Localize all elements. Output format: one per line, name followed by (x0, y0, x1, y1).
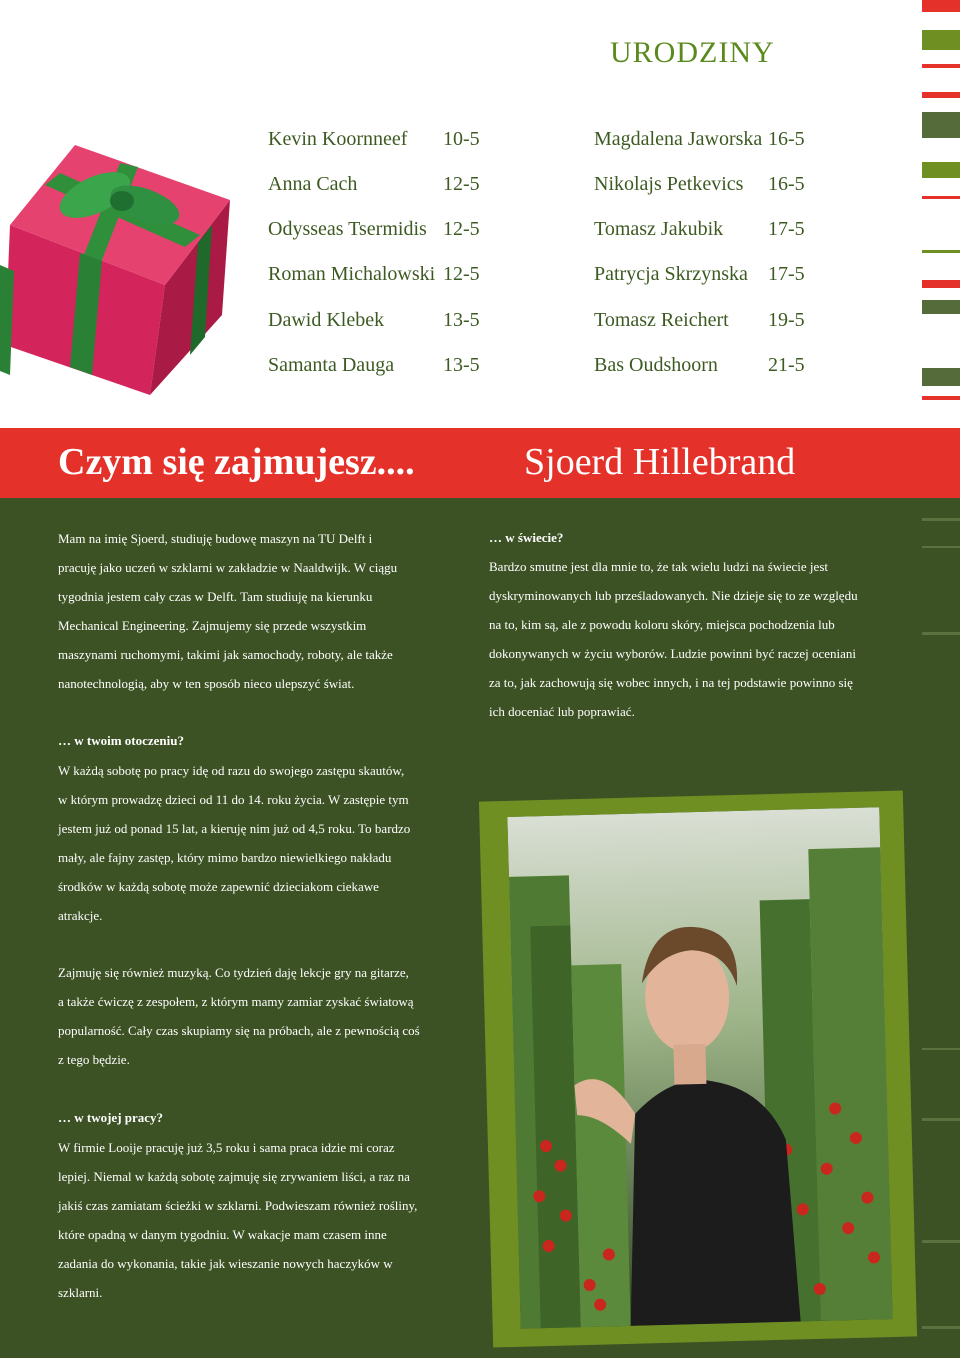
text-line: dokonywanych w życiu wyborów. Ludzie powinni być raczej oceniani (489, 646, 857, 661)
birthday-name: Nikolajs Petkevics (594, 173, 744, 195)
text-line: które opadną w danym tygodniu. W wakacje mam czasem inne (58, 1227, 387, 1242)
birthday-name: Tomasz Jakubik (594, 218, 724, 240)
question-world: … w świecie? (489, 530, 564, 545)
text-line: z tego będzie. (58, 1052, 130, 1067)
birthday-date: 17-5 (768, 218, 805, 240)
text-line: atrakcje. (58, 908, 103, 923)
surroundings-paragraph (58, 756, 410, 930)
birthday-name: Magdalena Jaworska (594, 128, 763, 150)
text-line: Mam na imię Sjoerd, studiuję budowę maszyn na TU Delft i (58, 531, 373, 546)
text-line: nanotechnologią, aby w ten sposób nieco ulepszyć świat. (58, 676, 355, 691)
birthday-date: 16-5 (768, 128, 805, 150)
text-line: ich doceniać lub poprawiać. (489, 704, 635, 719)
text-line: Mechanical Engineering. Zajmujemy się przede wszystkim (58, 618, 367, 633)
birthday-date: 17-5 (768, 263, 805, 285)
world-paragraph (489, 552, 858, 726)
text-line: na to, kim są, ale z powodu koloru skóry, miejsca pochodzenia lub (489, 617, 835, 632)
portrait-photo (507, 807, 892, 1329)
work-paragraph (58, 1133, 417, 1307)
text-line: W firmie Looije pracuję już 3,5 roku i sama praca idzie mi coraz (58, 1140, 395, 1155)
text-line: lepiej. Niemal w każdą sobotę zajmuję się zrywaniem liści, a raz na (58, 1169, 410, 1184)
text-line: a także ćwiczę z zespołem, z którym mamy zamiar zyskać światową (58, 994, 414, 1009)
birthday-name: Anna Cach (268, 173, 358, 195)
birthday-name: Odysseas Tsermidis (268, 218, 427, 240)
text-line: jakiś czas zamiatam ścieżki w szklarni. Podwieszam również rośliny, (58, 1198, 418, 1213)
text-line: maszynami ruchomymi, takimi jak samochody, roboty, ale także (58, 647, 393, 662)
text-line: za to, jak zachowują się wobec innych, i na tej podstawie powinno się (489, 675, 853, 690)
birthday-date: 16-5 (768, 173, 805, 195)
birthdays-title: URODZINY (610, 36, 775, 69)
section-heading: Czym się zajmujesz.... (58, 441, 415, 483)
birthday-date: 13-5 (443, 309, 480, 331)
person-name: Sjoerd Hillebrand (524, 441, 796, 483)
text-line: pracuję jako uczeń w szklarni w zakładzie w Naaldwijk. W ciągu (58, 560, 398, 575)
text-line: dyskryminowanych lub prześladowanych. Nie dzieje się to ze względu (489, 588, 858, 603)
text-line: jestem już od ponad 15 lat, a kieruję nim już od 4,5 roku. To bardzo (58, 821, 411, 836)
birthday-date: 12-5 (443, 263, 480, 285)
birthday-name: Kevin Koornneef (268, 128, 408, 150)
text-line: tygodnia jestem cały czas w Delft. Tam studiuję na kierunku (58, 589, 373, 604)
gift-box-image (0, 75, 250, 395)
birthday-date: 21-5 (768, 354, 805, 376)
question-work: … w twojej pracy? (58, 1110, 164, 1125)
intro-paragraph (58, 524, 397, 698)
text-line: szklarni. (58, 1285, 103, 1300)
birthday-name: Dawid Klebek (268, 309, 385, 331)
text-line: mały, ale fajny zastęp, który mimo bardzo niewielkiego nakładu (58, 850, 392, 865)
birthday-name: Tomasz Reichert (594, 309, 729, 331)
text-line: Zajmuję się również muzyką. Co tydzień daję lekcje gry na gitarze, (58, 965, 409, 980)
birthday-date: 12-5 (443, 218, 480, 240)
birthday-name: Samanta Dauga (268, 354, 395, 376)
text-line: popularność. Cały czas skupiamy się na próbach, ale z pewnością coś (58, 1023, 420, 1038)
question-surroundings: … w twoim otoczeniu? (58, 733, 185, 748)
text-line: środków w każdą sobotę może zapewnić dzieciakom ciekawe (58, 879, 379, 894)
birthday-date: 13-5 (443, 354, 480, 376)
text-line: Bardzo smutne jest dla mnie to, że tak wielu ludzi na świecie jest (489, 559, 828, 574)
birthday-name: Roman Michalowski (268, 263, 436, 285)
text-line: w którym prowadzę dzieci od 11 do 14. roku życia. W zastępie tym (58, 792, 409, 807)
birthday-date: 12-5 (443, 173, 480, 195)
birthday-date: 10-5 (443, 128, 480, 150)
text-line: W każdą sobotę po pracy idę od razu do swojego zastępu skautów, (58, 763, 405, 778)
music-paragraph (58, 958, 420, 1074)
text-line: zadania do wykonania, takie jak wieszanie nowych haczyków w (58, 1256, 393, 1271)
birthday-name: Patrycja Skrzynska (594, 263, 748, 285)
birthday-name: Bas Oudshoorn (594, 354, 718, 376)
birthday-date: 19-5 (768, 309, 805, 331)
